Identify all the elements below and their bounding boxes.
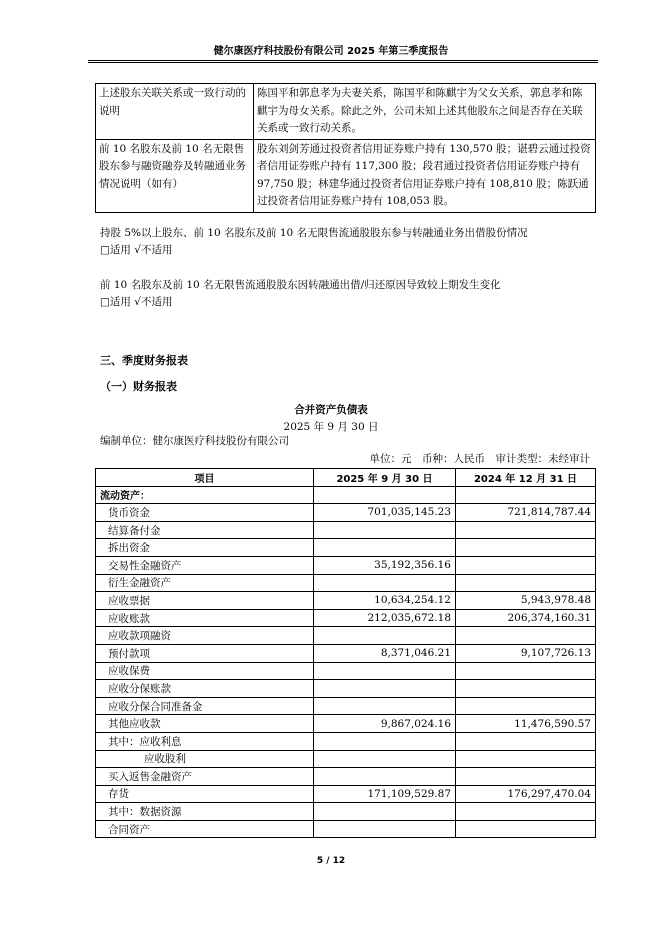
row-current-value [314,803,456,821]
row-current-value [314,680,456,698]
table-row [96,592,596,610]
table-row [96,609,596,627]
change-options: □适用 √不适用 [100,296,173,308]
table-row [96,539,596,557]
table-row [96,768,596,786]
row-prior-value: 176,297,470.04 [456,785,596,803]
row-prior-value [456,768,596,786]
table-row [96,662,596,680]
header-rule-double [88,62,598,63]
table-row [96,521,596,539]
section-title: 三、季度财务报表 [100,354,188,367]
row-prior-value [456,521,596,539]
row-item: 货币资金 [96,504,314,522]
row-item: 买入返售金融资产 [96,768,314,786]
row-prior-value: 206,374,160.31 [456,609,596,627]
row-item: 应收款项融资 [96,627,314,645]
row-prior-value [456,556,596,574]
row-current-value [314,574,456,592]
row-prior-value [456,697,596,715]
table-row [96,139,596,212]
row-prior-value [456,680,596,698]
row-item: 应收账款 [96,609,314,627]
col-header-item: 项目 [96,469,314,487]
category-row [96,486,596,504]
row-prior-value [456,820,596,838]
info-content: 陈国平和郭息孝为夫妻关系，陈国平和陈麒宇为父女关系，郭息孝和陈麒宇为母女关系。除此之外，公司未知上述其他股东之间是否存在关联关系或一致行动关系。 [254,84,596,140]
table-row [96,820,596,838]
statement-date: 2025 年 9 月 30 日 [283,421,379,433]
table-row [96,715,596,733]
row-item: 应收股利 [96,750,314,768]
report-header: 健尔康医疗科技股份有限公司 2025 年第三季度报告 [213,46,449,57]
compiler-line: 编制单位：健尔康医疗科技股份有限公司 [100,435,289,447]
row-current-value [314,820,456,838]
category-label: 流动资产： [96,486,314,504]
table-row [96,644,596,662]
row-item: 其中：数据资源 [96,803,314,821]
row-current-value [314,662,456,680]
table-row [96,732,596,750]
row-prior-value [456,627,596,645]
row-current-value [314,697,456,715]
row-item: 应收保费 [96,662,314,680]
col-header-current: 2025 年 9 月 30 日 [314,469,456,487]
row-current-value: 9,867,024.16 [314,715,456,733]
row-current-value [314,732,456,750]
table-row [96,504,596,522]
header-rule [88,60,598,61]
subsection-title: （一）财务报表 [100,380,177,393]
row-item: 存货 [96,785,314,803]
table-row [96,785,596,803]
table-row [96,84,596,140]
table-row [96,556,596,574]
row-current-value: 10,634,254.12 [314,592,456,610]
table-row [96,697,596,715]
row-item: 应收分保合同准备金 [96,697,314,715]
col-header-prior: 2024 年 12 月 31 日 [456,469,596,487]
row-current-value: 212,035,672.18 [314,609,456,627]
row-item: 拆出资金 [96,539,314,557]
row-prior-value: 11,476,590.57 [456,715,596,733]
row-item: 合同资产 [96,820,314,838]
row-current-value [314,750,456,768]
row-current-value [314,521,456,539]
balance-sheet-table [95,468,596,838]
row-prior-value [456,750,596,768]
info-content: 股东刘剑芳通过投资者信用证券账户持有 130,570 股；谌碧云通过投资者信用证券账户持有 117,300 股；段君通过投资者信用证券账户持有 97,750 股；林建华通过投资者信用证券账户持有 108,810 股；陈跃通过投资者信用证券账户持有 108,053 股。 [254,139,596,212]
row-item: 其他应收款 [96,715,314,733]
table-row [96,574,596,592]
row-prior-value: 721,814,787.44 [456,504,596,522]
row-prior-value: 9,107,726.13 [456,644,596,662]
info-label: 上述股东关联关系或一致行动的说明 [96,84,254,140]
row-current-value: 35,192,356.16 [314,556,456,574]
row-current-value [314,539,456,557]
row-item: 应收分保账款 [96,680,314,698]
table-row [96,680,596,698]
row-prior-value [456,662,596,680]
lending-text: 持股 5%以上股东、前 10 名股东及前 10 名无限售流通股股东参与转融通业务出借股份情况 [100,227,528,239]
lending-options: □适用 √不适用 [100,244,173,256]
page-number: 5 / 12 [316,856,346,866]
row-prior-value [456,574,596,592]
header-row [96,469,596,487]
change-text: 前 10 名股东及前 10 名无限售流通股股东因转融通出借/归还原因导致较上期发生变化 [100,279,501,291]
row-current-value: 701,035,145.23 [314,504,456,522]
shareholder-info-table [95,83,596,213]
row-prior-value: 5,943,978.48 [456,592,596,610]
row-item: 交易性金融资产 [96,556,314,574]
unit-line: 单位：元 币种：人民币 审计类型：未经审计 [369,453,590,465]
row-item: 衍生金融资产 [96,574,314,592]
row-current-value: 171,109,529.87 [314,785,456,803]
table-row [96,627,596,645]
row-item: 其中：应收利息 [96,732,314,750]
row-prior-value [456,803,596,821]
row-prior-value [456,539,596,557]
row-item: 应收票据 [96,592,314,610]
row-current-value: 8,371,046.21 [314,644,456,662]
table-row [96,803,596,821]
info-label: 前 10 名股东及前 10 名无限售股东参与融资融券及转融通业务情况说明（如有） [96,139,254,212]
row-prior-value [456,732,596,750]
table-row [96,750,596,768]
statement-title: 合并资产负债表 [294,404,368,416]
row-item: 预付款项 [96,644,314,662]
row-current-value [314,768,456,786]
row-current-value [314,627,456,645]
row-item: 结算备付金 [96,521,314,539]
